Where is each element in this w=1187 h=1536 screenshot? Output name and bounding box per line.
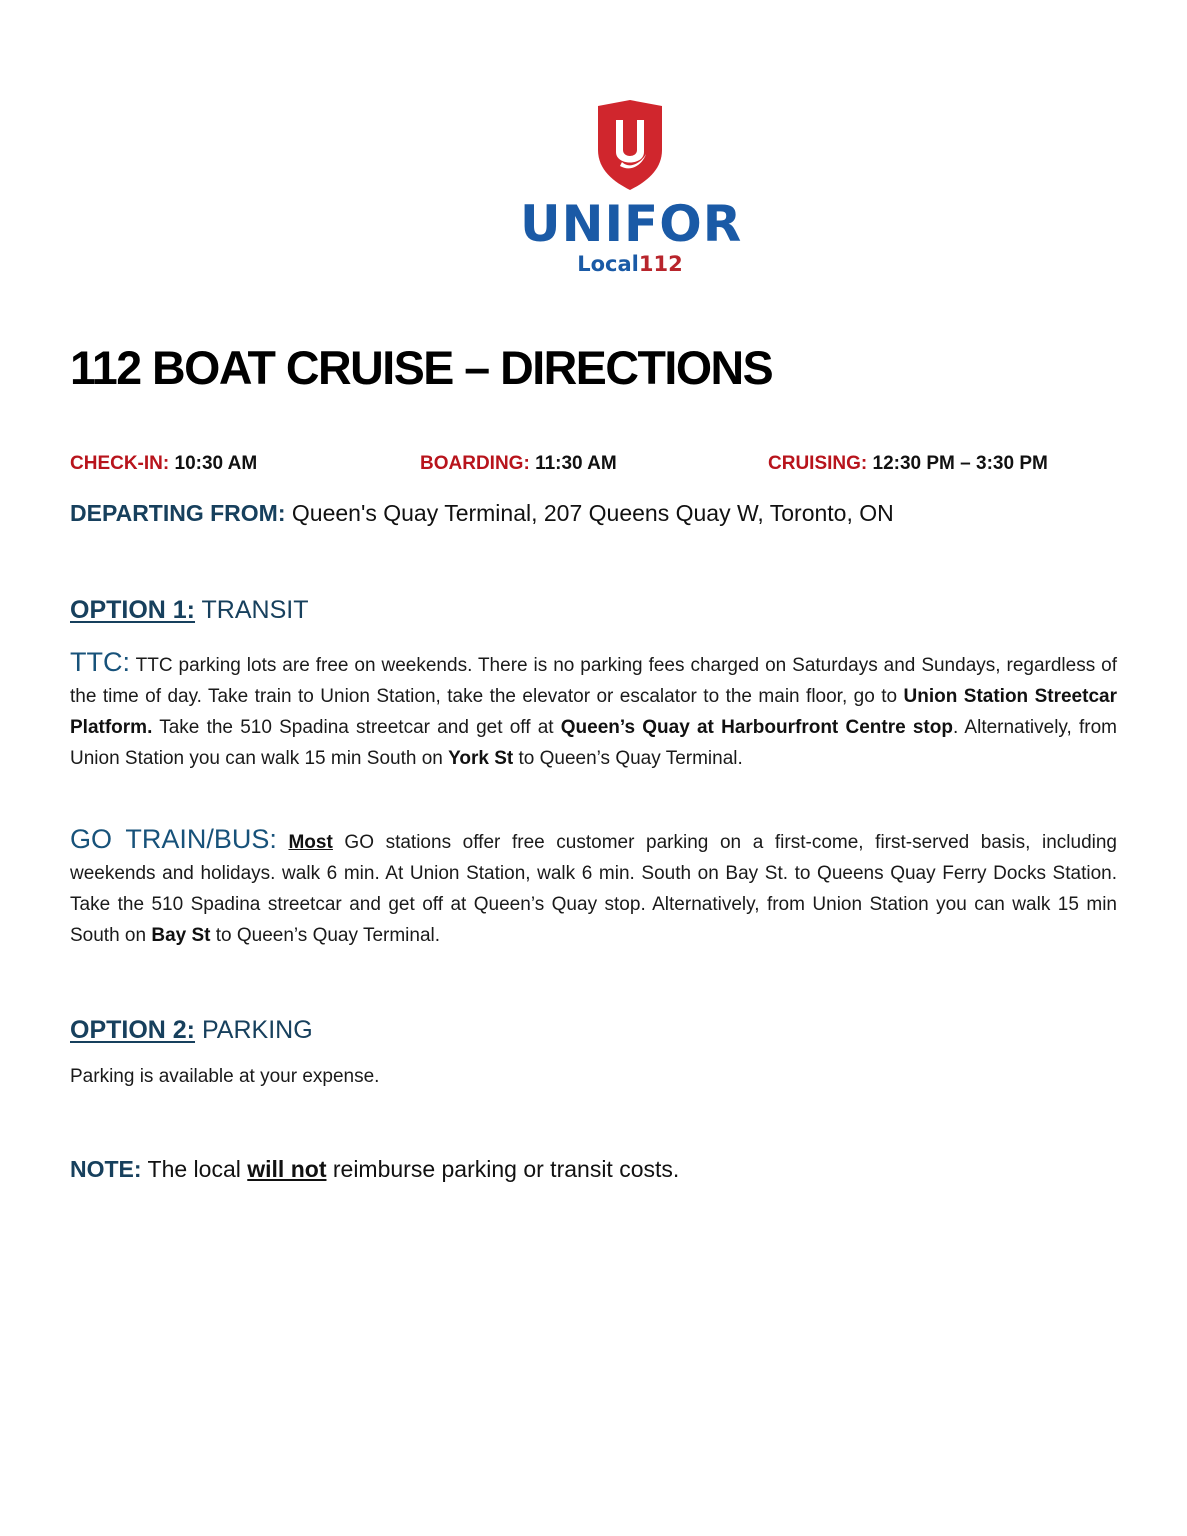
- boarding-value: 11:30 AM: [535, 453, 617, 474]
- check-in-time: [70, 453, 257, 475]
- go-train-label: GO TRAIN/BUS:: [70, 824, 277, 854]
- ttc-text: . Alternatively, from Union Station you can walk 15 min South on: [70, 717, 1117, 769]
- ttc-text: to Queen’s Quay Terminal.: [513, 748, 743, 769]
- most-emphasis: Most: [288, 832, 333, 853]
- will-not-emphasis: will not: [247, 1156, 327, 1182]
- note: [70, 1156, 679, 1183]
- cruising-time: [768, 453, 1048, 475]
- schedule-row: [70, 453, 1120, 483]
- york-st: York St: [448, 748, 514, 769]
- page-title: 112 BOAT CRUISE – DIRECTIONS: [70, 341, 773, 394]
- unifor-local-112-logo: [520, 100, 743, 276]
- unifor-shield-icon: [594, 100, 666, 190]
- boarding-time: [420, 453, 617, 475]
- union-station-platform: Union Station Streetcar Platform.: [70, 686, 1117, 738]
- local-number-label: [520, 252, 740, 276]
- local-word: Local: [577, 252, 639, 276]
- cruising-value: 12:30 PM – 3:30 PM: [872, 453, 1048, 474]
- local-number: 112: [638, 252, 683, 276]
- option-1-title: TRANSIT: [201, 596, 309, 624]
- unifor-wordmark: UNIFOR: [520, 195, 743, 253]
- parking-text: Parking is available at your expense.: [70, 1066, 380, 1087]
- departing-label: DEPARTING FROM:: [70, 500, 286, 526]
- ttc-text: TTC parking lots are free on weekends. There is no parking fees charged on Saturdays and Sundays, regardless of the time of day. Take train to Union Station, take the elevator or escalator to the main floor, go to: [70, 655, 1118, 707]
- option-1-number: OPTION 1:: [70, 596, 196, 624]
- option-2-title: PARKING: [201, 1016, 313, 1044]
- option-1-heading: [70, 596, 308, 625]
- note-label: NOTE:: [70, 1156, 142, 1182]
- bay-st: Bay St: [151, 925, 211, 946]
- boarding-label: BOARDING:: [420, 453, 530, 474]
- option-2-heading: [70, 1016, 313, 1045]
- ttc-text: Take the 510 Spadina streetcar and get off at: [152, 717, 561, 738]
- check-in-value: 10:30 AM: [174, 453, 258, 474]
- cruising-label: CRUISING:: [768, 453, 868, 474]
- note-text: The local: [141, 1156, 248, 1182]
- ttc-label: TTC:: [70, 647, 130, 677]
- departing-address: Queen's Quay Terminal, 207 Queens Quay W, Toronto, ON: [291, 500, 894, 526]
- harbourfront-stop: Queen’s Quay at Harbourfront Centre stop: [560, 717, 953, 738]
- go-text: GO stations offer free customer parking on a first-come, first-served basis, including weekends and holidays. walk 6 min. At Union Station, walk 6 min. South on Bay St. to Queens Quay Ferry Docks Station. Take the 510 Spadina streetcar and get off at Queen’s Quay stop. Alternatively, from Union Station you can walk 15 min South on: [70, 832, 1117, 946]
- ttc-directions: [70, 647, 1117, 774]
- departing-from: [70, 500, 894, 527]
- go-text: to Queen’s Quay Terminal.: [210, 925, 441, 946]
- option-2-number: OPTION 2:: [70, 1016, 196, 1044]
- check-in-label: CHECK-IN:: [70, 453, 170, 474]
- go-train-directions: [70, 824, 1117, 951]
- note-text: reimburse parking or transit costs.: [326, 1156, 680, 1182]
